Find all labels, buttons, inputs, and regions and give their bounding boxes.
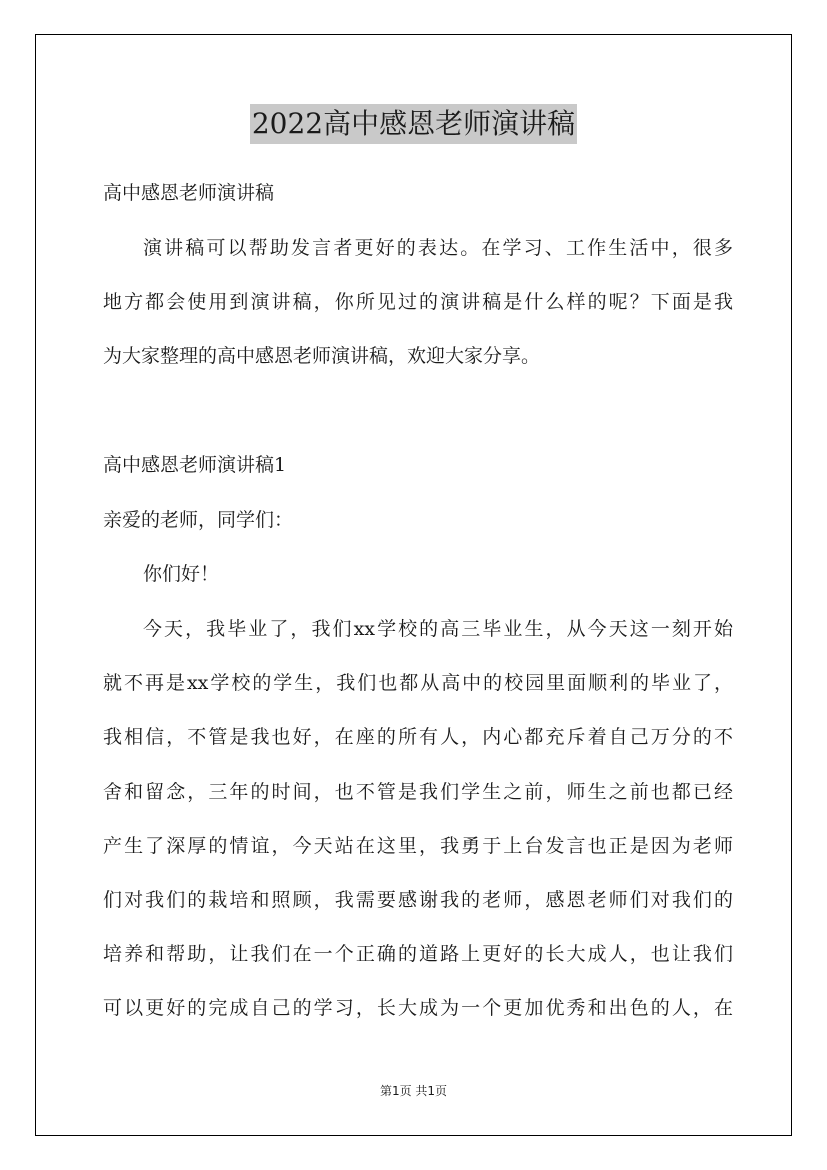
body-line: 就不再是xx学校的学生，我们也都从高中的校园里面顺利的毕业了， bbox=[103, 672, 733, 694]
section-title: 高中感恩老师演讲稿1 bbox=[103, 454, 287, 476]
body-line: 舍和留念，三年的时间，也不管是我们学生之前，师生之前也都已经 bbox=[103, 781, 733, 803]
document-title: 2022高中感恩老师演讲稿 bbox=[250, 104, 577, 144]
subtitle: 高中感恩老师演讲稿 bbox=[103, 182, 275, 204]
greeting: 你们好！ bbox=[143, 563, 220, 585]
body-line: 培养和帮助，让我们在一个正确的道路上更好的长大成人，也让我们 bbox=[103, 943, 733, 965]
intro-line: 为大家整理的高中感恩老师演讲稿，欢迎大家分享。 bbox=[103, 345, 541, 367]
salutation: 亲爱的老师，同学们： bbox=[103, 509, 294, 531]
page-footer: 第1页 共1页 bbox=[379, 1084, 448, 1098]
body-line: 今天，我毕业了，我们xx学校的高三毕业生，从今天这一刻开始 bbox=[143, 618, 733, 640]
intro-line: 地方都会使用到演讲稿，你所见过的演讲稿是什么样的呢？下面是我 bbox=[103, 291, 733, 313]
document-title-wrap bbox=[0, 104, 827, 144]
body-line: 可以更好的完成自己的学习，长大成为一个更加优秀和出色的人，在 bbox=[103, 997, 733, 1019]
intro-line: 演讲稿可以帮助发言者更好的表达。在学习、工作生活中，很多 bbox=[143, 237, 733, 259]
body-line: 们对我们的栽培和照顾，我需要感谢我的老师，感恩老师们对我们的 bbox=[103, 889, 733, 911]
body-line: 我相信，不管是我也好，在座的所有人，内心都充斥着自己万分的不 bbox=[103, 726, 733, 748]
body-line: 产生了深厚的情谊，今天站在这里，我勇于上台发言也正是因为老师 bbox=[103, 835, 733, 857]
